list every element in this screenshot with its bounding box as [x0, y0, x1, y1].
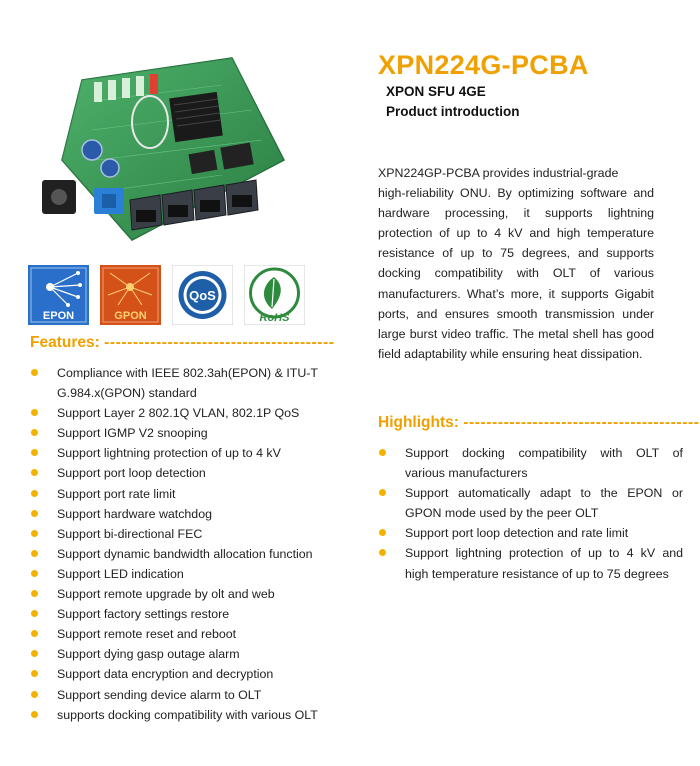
- bullet-icon: [379, 549, 386, 556]
- bullet-icon: [31, 530, 38, 537]
- list-item: Support Layer 2 802.1Q VLAN, 802.1P QoS: [57, 403, 347, 423]
- svg-text:EPON: EPON: [42, 310, 75, 322]
- bullet-icon: [31, 610, 38, 617]
- svg-text:RoHS: RoHS: [259, 312, 290, 324]
- intro-line: ports, and ensures smooth transmission under: [378, 306, 654, 321]
- list-item: Support lightning protection of up to 4 kV: [57, 443, 347, 463]
- list-item: Support sending device alarm to OLT: [57, 685, 347, 705]
- rohs-icon: [244, 265, 305, 325]
- features-heading: [30, 334, 335, 352]
- list-item: Support bi-directional FEC: [57, 524, 347, 544]
- bullet-icon: [31, 670, 38, 677]
- epon-icon: [28, 265, 89, 325]
- bullet-icon: [379, 449, 386, 456]
- features-heading-rule: ----------------------------------------: [104, 334, 335, 351]
- highlights-heading-label: Highlights:: [378, 414, 459, 431]
- bullet-icon: [31, 409, 38, 416]
- list-item: Support lightning protection of up to 4 kV and high temperature resistance of up to 75 degrees: [405, 543, 683, 583]
- bullet-icon: [31, 550, 38, 557]
- bullet-icon: [379, 529, 386, 536]
- list-item: Support dynamic bandwidth allocation function: [57, 544, 347, 564]
- bullet-icon: [31, 429, 38, 436]
- list-item: Support automatically adapt to the EPON or GPON mode used by the peer OLT: [405, 483, 683, 523]
- bullet-icon: [31, 691, 38, 698]
- bullet-icon: [31, 510, 38, 517]
- bullet-icon: [31, 469, 38, 476]
- product-subtitle: XPON SFU 4GE: [386, 84, 486, 99]
- highlights-heading: [378, 414, 699, 432]
- intro-line: field adaptability while ensuring heat dissipation.: [378, 346, 643, 361]
- bullet-icon: [31, 650, 38, 657]
- intro-line: docking compatibility with OLT of various: [378, 266, 654, 281]
- bullet-icon: [31, 449, 38, 456]
- intro-paragraph: [378, 163, 654, 364]
- intro-line: protection of up to 4 kV and high temperature: [378, 226, 654, 241]
- intro-line: hardware processing, it supports lightning: [378, 206, 654, 221]
- intro-line: manufacturers. What’s more, it supports Gigabit: [378, 286, 654, 301]
- list-item: Support port loop detection and rate limit: [405, 523, 683, 543]
- certification-icons: [28, 265, 308, 325]
- features-heading-label: Features:: [30, 334, 100, 351]
- product-pcb-image: [22, 40, 322, 255]
- list-item: Support port loop detection: [57, 463, 347, 483]
- product-title: XPN224G-PCBA: [378, 50, 589, 80]
- svg-text:QoS: QoS: [189, 288, 216, 303]
- bullet-icon: [379, 489, 386, 496]
- list-item: Support remote reset and reboot: [57, 624, 347, 644]
- list-item: Compliance with IEEE 802.3ah(EPON) & ITU-T G.984.x(GPON) standard: [57, 363, 347, 403]
- highlights-list: [405, 443, 683, 584]
- pcb-board-illustration: [22, 40, 322, 255]
- intro-line: resistance of up to 75 degrees, and supports: [378, 246, 654, 261]
- list-item: Support dying gasp outage alarm: [57, 644, 347, 664]
- list-item: Support port rate limit: [57, 484, 347, 504]
- list-item: Support data encryption and decryption: [57, 664, 347, 684]
- list-item: Support remote upgrade by olt and web: [57, 584, 347, 604]
- intro-line: large burst video traffic. The metal shell has good: [378, 326, 654, 341]
- bullet-icon: [31, 570, 38, 577]
- intro-line: high-reliability ONU. By optimizing software and: [378, 186, 654, 201]
- list-item: Support LED indication: [57, 564, 347, 584]
- svg-text:GPON: GPON: [114, 310, 147, 322]
- features-list: [57, 363, 347, 725]
- bullet-icon: [31, 711, 38, 718]
- intro-line: XPN224GP-PCBA provides industrial-grade: [378, 166, 619, 180]
- list-item: Support factory settings restore: [57, 604, 347, 624]
- bullet-icon: [31, 590, 38, 597]
- bullet-icon: [31, 490, 38, 497]
- list-item: Support docking compatibility with OLT of various manufacturers: [405, 443, 683, 483]
- list-item: Support hardware watchdog: [57, 504, 347, 524]
- bullet-icon: [31, 630, 38, 637]
- gpon-icon: [100, 265, 161, 325]
- list-item: supports docking compatibility with various OLT: [57, 705, 347, 725]
- bullet-icon: [31, 369, 38, 376]
- list-item: Support IGMP V2 snooping: [57, 423, 347, 443]
- highlights-heading-rule: -----------------------------------------: [463, 414, 700, 431]
- qos-icon: [172, 265, 233, 325]
- product-introduction-label: Product introduction: [386, 104, 520, 119]
